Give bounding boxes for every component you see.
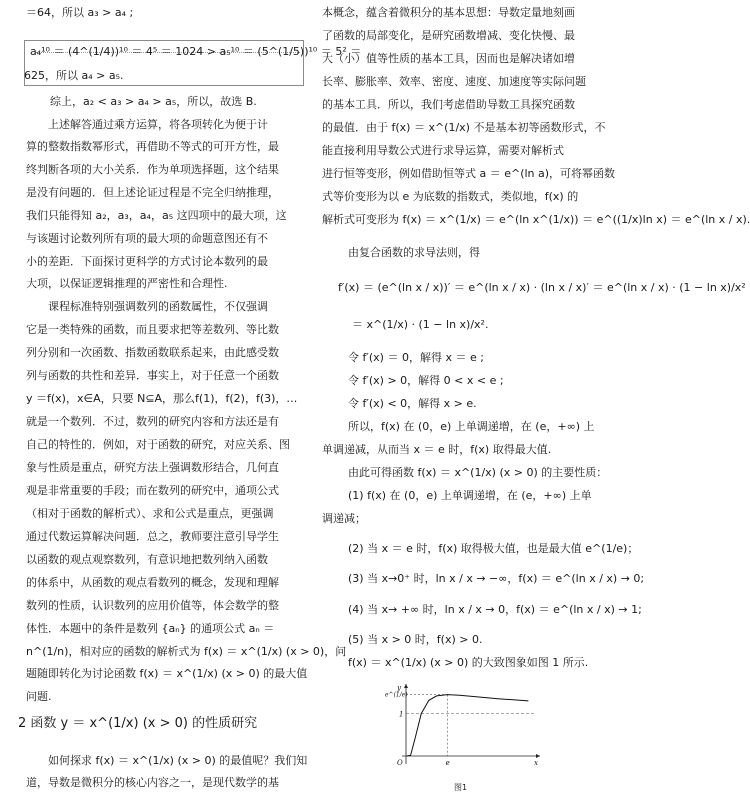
text-line-13: 课程标准特别强调数列的函数属性，不仅强调 <box>48 300 268 313</box>
text-line-8: 是没有问题的．但上述论证过程是不完全归纳推理， <box>26 186 279 199</box>
x-axis-label: x <box>534 759 538 767</box>
y-axis-label: y <box>397 684 401 692</box>
text-line-7: 终判断各项的大小关系．作为单项选择题，这个结果 <box>26 163 279 176</box>
r-line-1: 本概念，蕴含着微积分的基本思想：导数定量地刻画 <box>322 6 575 19</box>
r-line-9: 式等价变形为以 e 为底数的指数式，类似地，f(x) 的 <box>322 190 579 203</box>
r-line-2: 了函数的局部变化，是研究函数增减、变化快慢、最 <box>322 29 575 42</box>
text-line-9: 我们只能得知 a₂，a₃，a₄，a₅ 这四项中的最大项，这 <box>26 209 287 222</box>
text-line-32: 道，导数是微积分的核心内容之一，是现代数学的基 <box>26 776 279 789</box>
text-line-14: 它是一类特殊的函数，而且要求把等差数列、等比数 <box>26 323 279 336</box>
property-2: (2) 当 x ＝ e 时，f(x) 取得极大值，也是最大值 e^(1/e)； <box>348 542 639 555</box>
section-heading: 2 函数 y ＝ x^(1/x) (x > 0) 的性质研究 <box>18 716 258 731</box>
y-axis-arrow <box>404 684 408 688</box>
text-line-24: 以函数的观点观察数列，有意识地把数列纳入函数 <box>26 553 268 566</box>
r-line-5: 的基本工具．所以，我们考虑借助导数工具探究函数 <box>322 98 575 111</box>
r-line-26: f(x) ＝ x^(1/x) (x > 0) 的大致图象如图 1 所示. <box>348 656 589 669</box>
derivative-line-2: ＝ x^(1/x) · (1 − ln x)/x². <box>352 318 489 331</box>
r-line-18: 单调递减，从而当 x ＝ e 时，f(x) 取得最大值. <box>322 443 552 456</box>
r-line-11: 由复合函数的求导法则，得 <box>348 246 480 259</box>
x-tick-e: e <box>445 759 450 767</box>
property-3: (3) 当 x→0⁺ 时，ln x / x → −∞，f(x) ＝ e^(ln x / x) → 0; <box>348 572 645 585</box>
text-line-25: 的体系中，从函数的观点看数列的概念，发现和理解 <box>26 576 279 589</box>
r-line-3: 大（小）值等性质的基本工具，因而也是解决诸如增 <box>322 52 575 65</box>
text-line-18: 就是一个数列．不过，数列的研究内容和方法还是有 <box>26 415 279 428</box>
text-line-10: 与该题讨论数列所有项的最大项的命题意图还有不 <box>26 232 268 245</box>
origin-label: O <box>397 759 403 767</box>
text-line-27: 体性．本题中的条件是数列 {aₙ} 的通项公式 aₙ ＝ <box>26 622 275 635</box>
text-line-12: 大项，以保证逻辑推理的严密性和合理性. <box>26 277 228 290</box>
x-axis-arrow <box>536 754 540 758</box>
formula-line-1: a₄¹⁰ ＝ (4^(1/4))¹⁰ ＝ 4⁵ ＝ 1024 > a₅¹⁰ ＝ (5^(1/5))¹⁰ ＝ 5² ＝ <box>30 45 362 58</box>
formula-line-2: 625，所以 a₄ > a₅. <box>24 69 124 82</box>
text-line-5: 上述解答通过乘方运算，将各项转化为便于计 <box>48 118 268 131</box>
figure-1-chart <box>384 680 544 768</box>
derivative-line-1: f′(x) ＝ (e^(ln x / x))′ ＝ e^(ln x / x) · (ln x / x)′ ＝ e^(ln x / x) · (1 − ln x)/x² <box>338 281 746 294</box>
text-line-6: 算的整数指数幂形式，再借助不等式的可开方性，最 <box>26 140 279 153</box>
r-line-19: 由此可得函数 f(x) ＝ x^(1/x) (x > 0) 的主要性质： <box>348 466 608 479</box>
r-line-16: 令 f′(x) < 0，解得 x > e. <box>348 397 477 410</box>
r-line-21: 调递减； <box>322 512 366 525</box>
property-5: (5) 当 x > 0 时，f(x) > 0. <box>348 633 483 646</box>
r-line-17: 所以，f(x) 在 (0，e) 上单调递增，在 (e，+∞) 上 <box>348 420 595 433</box>
y-tick-1: 1 <box>399 710 404 719</box>
text-line-22: （相对于函数的解析式）、求和公式是重点，更强调 <box>26 507 274 520</box>
figure-caption: 图1 <box>454 783 468 792</box>
text-line-26: 数列的性质，认识数列的应用价值等，体会数学的整 <box>26 599 279 612</box>
r-line-7: 能直接利用导数公式进行求导运算，需要对解析式 <box>322 144 564 157</box>
text-line-21: 观是非常重要的手段；而在数列的研究中，通项公式 <box>26 484 279 497</box>
property-4: (4) 当 x→ +∞ 时，ln x / x → 0，f(x) ＝ e^(ln x / x) → 1; <box>348 603 642 616</box>
text-line-30: 问题. <box>26 690 52 703</box>
r-line-20: (1) f(x) 在 (0，e) 上单调递增，在 (e，+∞) 上单 <box>348 489 592 502</box>
text-line-1: ＝64，所以 a₃ > a₄ ; <box>26 6 134 19</box>
text-line-15: 列分别和一次函数、指数函数联系起来，由此感受数 <box>26 346 279 359</box>
r-line-14: 令 f′(x) ＝ 0，解得 x ＝ e ; <box>348 351 484 364</box>
text-line-28: n^(1/n)，相对应的函数的解析式为 f(x) ＝ x^(1/x) (x > 0)，问 <box>26 645 347 658</box>
r-line-15: 令 f′(x) > 0，解得 0 < x < e ; <box>348 374 504 387</box>
text-line-29: 题随即转化为讨论函数 f(x) ＝ x^(1/x) (x > 0) 的最大值 <box>26 667 308 680</box>
text-line-17: y ＝f(x)，x∈A，只要 N⊆A，那么f(1)，f(2)，f(3)，… <box>26 392 298 405</box>
text-line-16: 列与函数的共性和差异．事实上，对于任意一个函数 <box>26 369 279 382</box>
r-line-6: 的最值．由于 f(x) ＝ x^(1/x) 不是基本初等函数形式，不 <box>322 121 606 134</box>
text-line-19: 自己的特性的．例如，对于函数的研究，对应关系、图 <box>26 438 290 451</box>
r-line-10: 解析式可变形为 f(x) ＝ x^(1/x) ＝ e^(ln x^(1/x)) ＝ e^((1/x)ln x) ＝ e^(ln x / x). <box>322 213 750 226</box>
text-line-11: 小的差距．下面探讨更科学的方式讨论本数列的最 <box>26 255 268 268</box>
text-line-20: 象与性质是重点，研究方法上强调数形结合，几何直 <box>26 461 279 474</box>
text-line-23: 通过代数运算解决问题．总之，教师要注意引导学生 <box>26 530 279 543</box>
r-line-8: 进行恒等变形，例如借助恒等式 a ＝ e^(ln a)，可将幂函数 <box>322 167 616 180</box>
text-line-4: 综上，a₂ < a₃ > a₄ > a₅，所以，故选 B. <box>50 95 257 108</box>
r-line-4: 长率、膨胀率、效率、密度、速度、加速度等实际问题 <box>322 75 586 88</box>
y-tick-max: e^(1/e) <box>385 691 408 699</box>
text-line-31: 如何探求 f(x) ＝ x^(1/x) (x > 0) 的最值呢？我们知 <box>48 754 308 767</box>
function-curve <box>407 695 529 756</box>
